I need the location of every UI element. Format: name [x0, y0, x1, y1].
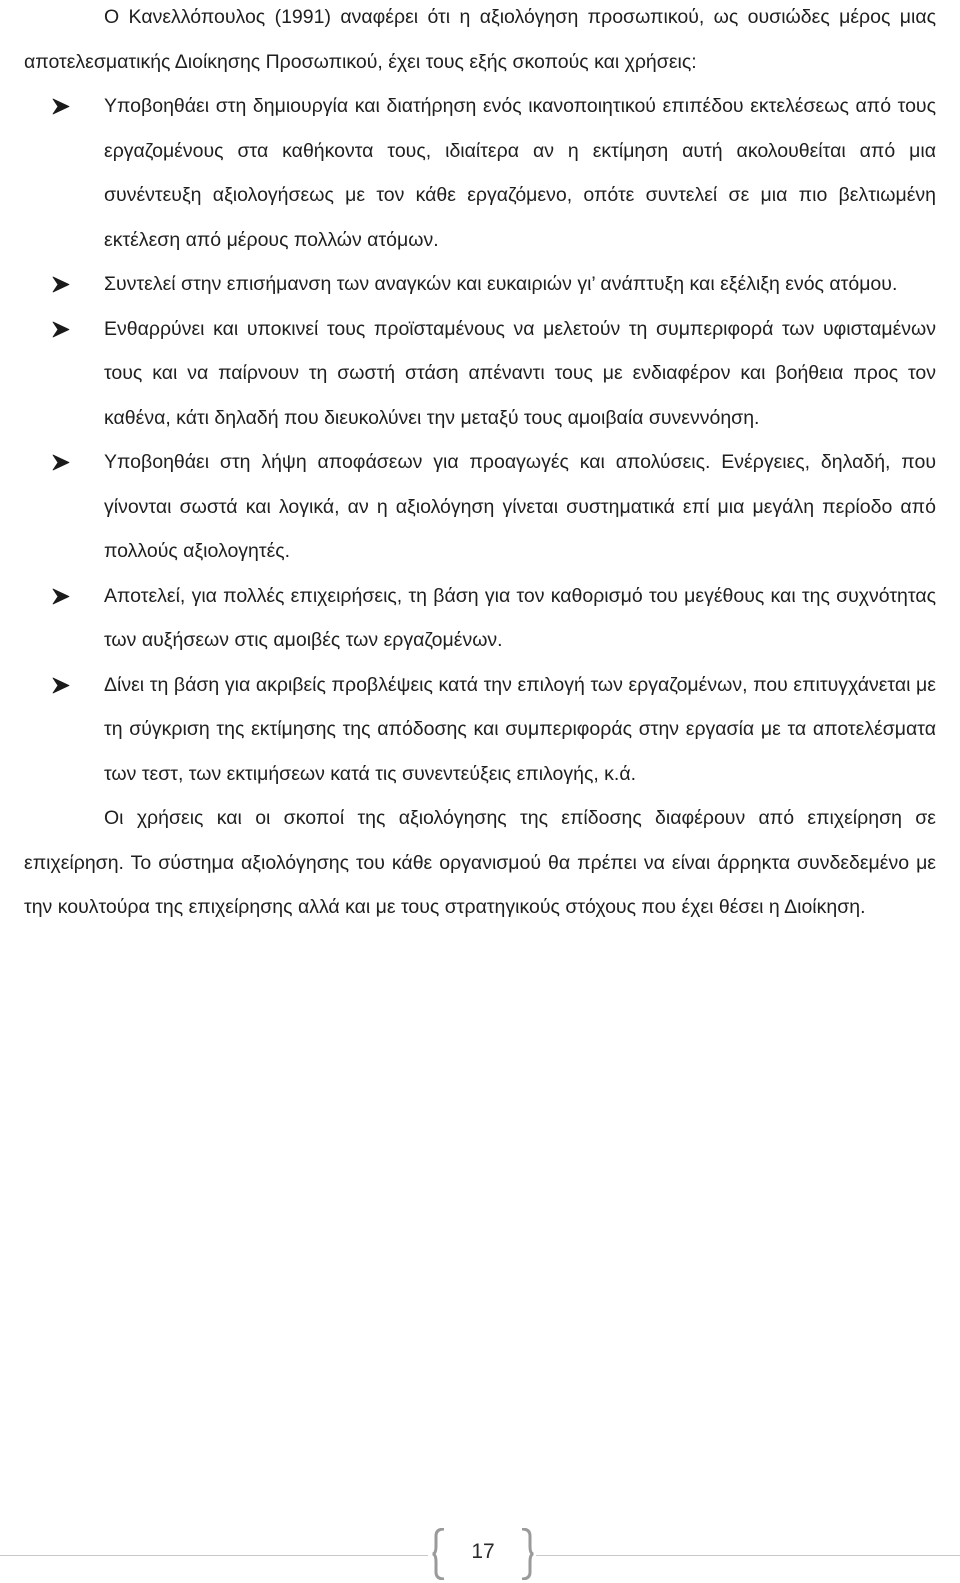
list-item-text: Αποτελεί, για πολλές επιχειρήσεις, τη βάση για τον καθορισμό του μεγέθους και της συχνότητας των αυξήσεων στις αμοιβές των εργαζομένων.	[104, 584, 936, 651]
purposes-list	[24, 84, 936, 796]
page-footer	[0, 1528, 960, 1578]
list-item	[24, 307, 936, 441]
right-brace-icon	[520, 1528, 534, 1580]
list-item-text: Υποβοηθάει στη δημιουργία και διατήρηση ενός ικανοποιητικού επιπέδου εκτελέσεως από τους εργαζομένους στα καθήκοντα τους, ιδιαίτερα αν η εκτίμηση αυτή ακολουθείται από μια συνέντευξη αξιολογήσεως με τον κάθε εργαζόμενο, οπότε συντελεί σε μια πιο βελτιωμένη εκτέλεση από μέρους πολλών ατόμων.	[104, 95, 936, 251]
arrowhead-bullet-icon	[52, 276, 70, 293]
list-item-text: Ενθαρρύνει και υποκινεί τους προϊσταμένους να μελετούν τη συμπεριφορά των υφισταμένων τους και να παίρνουν τη σωστή στάση απέναντι τους με ενδιαφέρον και βοήθεια προς τον καθένα, κάτι δηλαδή που διευκολύνει την μεταξύ τους αμοιβαία συνεννόηση.	[104, 317, 936, 429]
footer-divider-left	[0, 1555, 428, 1556]
list-item-text: Συντελεί στην επισήμανση των αναγκών και ευκαιριών γι’ ανάπτυξη και εξέλιξη ενός ατόμου.	[104, 273, 898, 295]
closing-paragraph: Οι χρήσεις και οι σκοποί της αξιολόγησης της επίδοσης διαφέρουν από επιχείρηση σε επιχείρηση. Το σύστημα αξιολόγησης του κάθε οργανισμού θα πρέπει να είναι άρρηκτα συνδεδεμένο με την κουλτούρα της επιχείρησης αλλά και με τους στρατηγικούς στόχους που έχει θέσει η Διοίκηση.	[24, 807, 936, 918]
arrowhead-bullet-icon	[52, 98, 70, 115]
arrowhead-bullet-icon	[52, 321, 70, 338]
arrowhead-bullet-icon	[52, 454, 70, 471]
closing-section	[24, 796, 936, 930]
list-item	[24, 262, 936, 307]
arrowhead-bullet-icon	[52, 677, 70, 694]
footer-divider-right	[536, 1555, 960, 1556]
list-item	[24, 440, 936, 574]
left-brace-icon	[432, 1528, 446, 1580]
list-item-text: Δίνει τη βάση για ακριβείς προβλέψεις κατά την επιλογή των εργαζομένων, που επιτυγχάνεται με τη σύγκριση της εκτίμησης της απόδοσης και συμπεριφοράς στην εργασία με τα αποτελέσματα των τεστ, των εκτιμήσεων κατά τις συνεντεύξεις επιλογής, κ.ά.	[104, 673, 936, 785]
list-item	[24, 663, 936, 797]
page-number: 17	[471, 1540, 495, 1563]
document-body	[24, 0, 936, 935]
list-item-text: Υποβοηθάει στη λήψη αποφάσεων για προαγωγές και απολύσεις. Ενέργειες, δηλαδή, που γίνονται σωστά και λογικά, αν η αξιολόγηση γίνεται συστηματικά επί μια μεγάλη περίοδο από πολλούς αξιολογητές.	[104, 451, 936, 562]
arrowhead-bullet-icon	[52, 588, 70, 605]
intro-paragraph: Ο Κανελλόπουλος (1991) αναφέρει ότι η αξιολόγηση προσωπικού, ως ουσιώδες μέρος μιας αποτελεσματικής Διοίκησης Προσωπικού, έχει τους εξής σκοπούς και χρήσεις:	[24, 6, 936, 73]
list-item	[24, 84, 936, 262]
list-item	[24, 574, 936, 663]
